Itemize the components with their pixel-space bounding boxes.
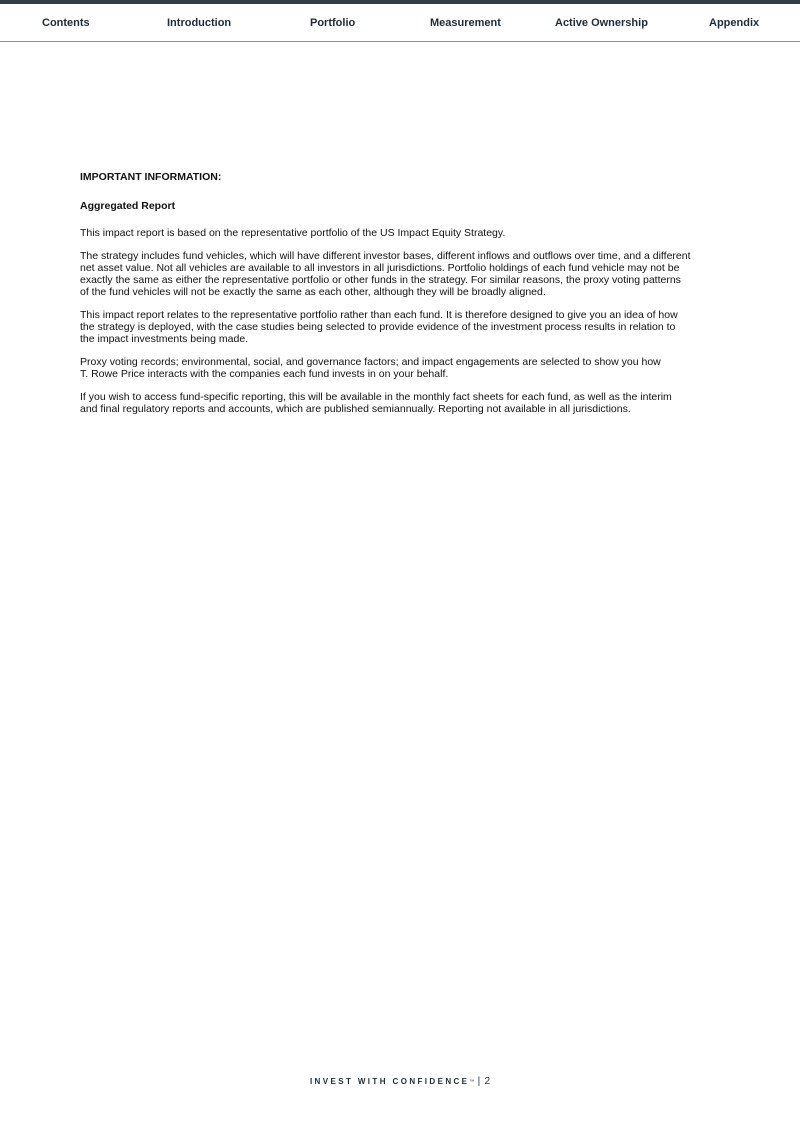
paragraph-1 [80, 227, 725, 239]
paragraph-line: Proxy voting records; environmental, social, and governance factors; and impact engagements are selected to show you how [80, 356, 661, 368]
page-footer [0, 1077, 800, 1087]
paragraph-line: This impact report is based on the representative portfolio of the US Impact Equity Strategy. [80, 227, 506, 239]
paragraph-5 [80, 391, 725, 415]
important-information-section [80, 170, 725, 426]
paragraph-line: This impact report relates to the representative portfolio rather than each fund. It is therefore designed to give you an idea of how [80, 309, 678, 321]
footer-separator: | [477, 1076, 481, 1087]
nav-item-active-ownership[interactable]: Active Ownership [555, 17, 648, 29]
nav-item-portfolio[interactable]: Portfolio [310, 17, 356, 29]
section-subheading: Aggregated Report [80, 200, 176, 212]
trademark-symbol: ™ [469, 1079, 475, 1085]
page-number: 2 [484, 1076, 491, 1087]
paragraph-line: and final regulatory reports and accounts, which are published semiannually. Reporting not available in all jurisdictions. [80, 403, 631, 415]
paragraph-line: The strategy includes fund vehicles, which will have different investor bases, different inflows and outflows over time, and a different [80, 250, 691, 262]
paragraph-line: the impact investments being made. [80, 333, 249, 345]
section-heading: IMPORTANT INFORMATION: [80, 171, 222, 183]
nav-item-measurement[interactable]: Measurement [430, 17, 501, 29]
nav-item-introduction[interactable]: Introduction [167, 17, 232, 29]
nav-item-contents[interactable]: Contents [42, 17, 90, 29]
paragraph-3 [80, 309, 725, 345]
paragraph-line: If you wish to access fund-specific reporting, this will be available in the monthly fact sheets for each fund, as well as the interim [80, 391, 672, 403]
nav-item-appendix[interactable]: Appendix [709, 17, 760, 29]
paragraph-line: the strategy is deployed, with the case studies being selected to provide evidence of the investment process results in relation to [80, 321, 676, 333]
footer-tagline: INVEST WITH CONFIDENCE [309, 1077, 470, 1086]
paragraph-2 [80, 250, 725, 298]
paragraph-line: T. Rowe Price interacts with the companies each fund invests in on your behalf. [80, 368, 449, 380]
paragraph-line: exactly the same as either the representative portfolio or other funds in the strategy. For similar reasons, the proxy voting patterns [80, 274, 681, 286]
paragraph-4 [80, 356, 725, 380]
paragraph-line: net asset value. Not all vehicles are available to all investors in all jurisdictions. Portfolio holdings of each fund vehicle may not be [80, 262, 680, 274]
section-navigation [0, 4, 800, 42]
paragraph-line: of the fund vehicles will not be exactly the same as each other, although they will be broadly aligned. [80, 286, 546, 298]
